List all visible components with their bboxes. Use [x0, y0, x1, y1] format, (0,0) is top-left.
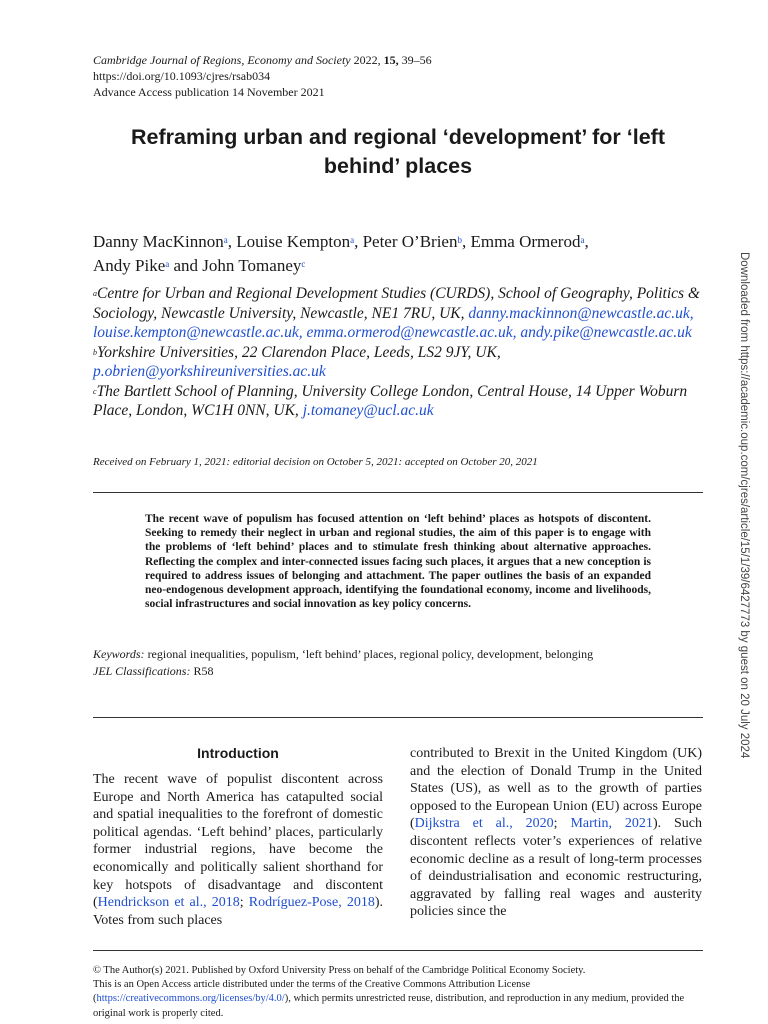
journal-volume: 15, [383, 53, 399, 67]
affiliation-marker[interactable]: c [301, 259, 306, 269]
jel-text: R58 [190, 663, 214, 678]
author-name: Louise Kempton [236, 232, 351, 251]
body-column-left [93, 771, 383, 929]
jel-label: JEL Classifications: [93, 663, 191, 678]
affiliation-text: Centre for Urban and Regional Development Studies (CURDS), School of Geography, Politics & Sociology, Newcastle University, Newcastle, NE1 7RU, UK, [93, 285, 700, 322]
affiliation-mark: a [93, 289, 97, 298]
author-separator: , [227, 232, 237, 251]
journal-year: 2022, [353, 53, 381, 67]
affiliation-marker[interactable]: a [223, 235, 228, 245]
author-separator: , [461, 232, 471, 251]
citation-link[interactable]: Dijkstra et al., 2020 [414, 816, 554, 832]
author-name: John Tomaney [202, 256, 302, 275]
keywords [93, 646, 703, 663]
journal-header [93, 52, 432, 100]
author-name: Peter O’Brien [362, 232, 458, 251]
affiliation-marker[interactable]: a [165, 259, 170, 269]
license-text: ), which permits unrestricted reuse, distribution, and reproduction in any medium, provided the original work is properly cited. [93, 993, 685, 1019]
article-title: Reframing urban and regional ‘development’ for ‘left behind’ places [131, 125, 665, 178]
affiliation-text: The Bartlett School of Planning, University College London, Central House, 14 Upper Woburn Place, London, WC1H 0NN, UK, [93, 382, 688, 419]
doi-link[interactable]: https://doi.org/10.1093/cjres/rsab034 [93, 69, 271, 83]
author-name: Emma Ormerod [470, 232, 581, 251]
author-separator: , [354, 232, 363, 251]
author-name: Danny MacKinnon [93, 232, 224, 251]
body-text: ). Such discontent reflects voter’s experiences of relative economic decline as a result of long-term processes of deindustrialisation and economic restructuring, aggravated by falling real wages and austerity policies since the [410, 816, 702, 920]
email-links[interactable]: danny.mackinnon@newcastle.ac.uk, louise.kempton@newcastle.ac.uk, emma.ormerod@newcastle.ac.uk, andy.pike@newcastle.ac.uk [93, 304, 694, 341]
affiliation-b [93, 343, 703, 382]
author-separator: and [169, 256, 203, 275]
citation-link[interactable]: Rodríguez-Pose, 2018 [248, 895, 375, 911]
citation-separator: ; [553, 816, 571, 832]
body-text: The recent wave of populist discontent across Europe and North America has catapulted social and spatial inequalities to the forefront of domestic political agendas. ‘Left behind’ places, particularly former industrial regions, have become the economically and politically salient shorthand for key hotspots of disadvantage and discontent ( [93, 772, 383, 911]
affiliation-marker[interactable]: a [580, 235, 585, 245]
affiliation-marker[interactable]: a [350, 235, 355, 245]
keywords-text: regional inequalities, populism, ‘left behind’ places, regional policy, development, belonging [144, 647, 594, 661]
author-name: Andy Pike [93, 256, 166, 275]
affiliation-mark: b [93, 347, 97, 357]
body-column-right [410, 745, 702, 921]
affiliation-text: Yorkshire Universities, 22 Clarendon Place, Leeds, LS2 9JY, UK, [97, 343, 501, 361]
affiliation-marker[interactable]: b [457, 235, 462, 245]
received-dates: Received on February 1, 2021: editorial decision on October 5, 2021: accepted on October 20, 2021 [93, 456, 538, 468]
affiliation-a [93, 284, 703, 343]
citation-separator: ; [239, 895, 249, 911]
email-link[interactable]: p.obrien@yorkshireuniversities.ac.uk [93, 363, 326, 380]
download-watermark [732, 252, 750, 772]
jel-classifications [93, 663, 703, 680]
body-text: contributed to Brexit in the United Kingdom (UK) and the election of Donald Trump in the United States (US), as well as to the growth of parties opposed to the European Union (EU) across Europe ( [410, 746, 702, 832]
abstract: The recent wave of populism has focused attention on ‘left behind’ places as hotspots of discontent. Seeking to remedy their neglect in urban and regional studies, the aim of this paper is to engage with the problems of ‘left behind’ places and to stimulate fresh thinking about alternative approaches. Reflecting the complex and inter-connected issues facing such places, it argues that a new conception is required to address issues of belonging and attachment. The paper outlines the basis of an expanded neo-endogenous development approach, identifying the foundational economy, income and livelihoods, social infrastructures and social innovation as key policy concerns. [145, 513, 651, 611]
copyright-line: © The Author(s) 2021. Published by Oxford University Press on behalf of the Cambridge Political Economy Society. [93, 965, 586, 976]
affiliations [93, 284, 703, 421]
license-line [93, 978, 703, 1021]
journal-citation [93, 52, 432, 68]
affiliation-c [93, 382, 703, 421]
download-note-text: Downloaded from https://academic.oup.com/cjres/article/15/1/39/6427773 by guest on 20 July 2024 [738, 252, 750, 759]
section-heading: Introduction [197, 745, 279, 761]
email-link[interactable]: j.tomaney@ucl.ac.uk [302, 402, 434, 419]
affiliation-mark: c [93, 386, 97, 396]
journal-pages: 39–56 [401, 53, 432, 67]
author-separator: , [584, 232, 589, 251]
citation-link[interactable]: Martin, 2021 [570, 816, 653, 832]
divider [93, 950, 703, 951]
copyright-footer [93, 964, 703, 1021]
advance-access-note: Advance Access publication 14 November 2021 [93, 85, 325, 99]
author-list [93, 230, 703, 278]
citation-link[interactable]: Hendrickson et al., 2018 [97, 895, 240, 911]
keywords-label: Keywords: [93, 647, 145, 661]
journal-name: Cambridge Journal of Regions, Economy and Society [93, 53, 351, 67]
divider [93, 492, 703, 493]
keywords-block [93, 646, 703, 679]
license-text: This is an Open Access article distributed under the terms of the Creative Commons Attribution License ( [93, 979, 531, 1005]
license-link[interactable]: https://creativecommons.org/licenses/by/4.0/ [96, 993, 285, 1005]
divider [93, 717, 703, 718]
body-text: ). Votes from such places [93, 895, 383, 928]
